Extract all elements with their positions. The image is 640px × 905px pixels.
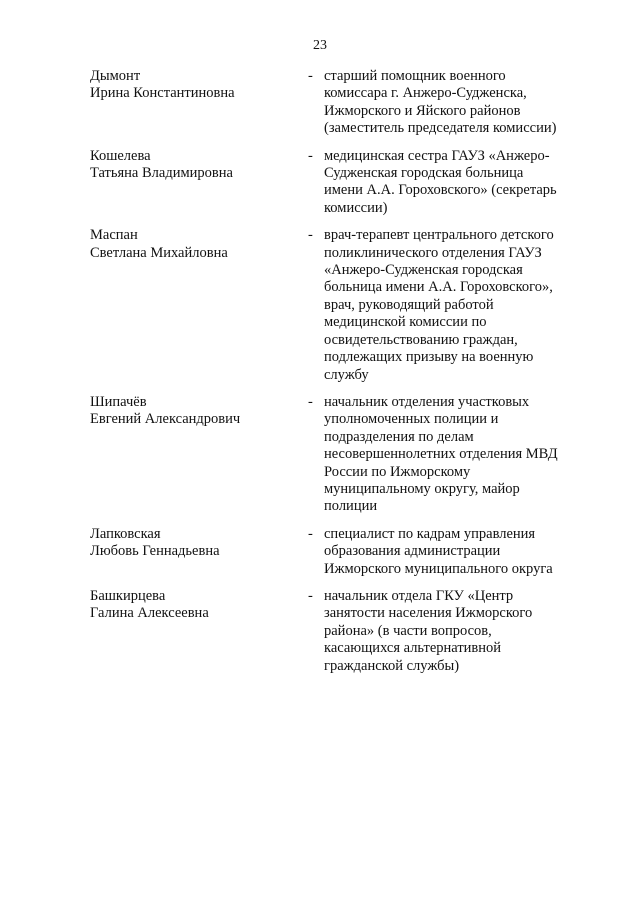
member-surname: Шипачёв [90, 393, 147, 410]
member-name [90, 68, 290, 103]
member-given-names: Галина Алексеевна [90, 605, 209, 622]
member-given-names: Любовь Геннадьевна [90, 543, 220, 560]
member-entry [90, 588, 590, 675]
member-role: начальник отделения участковых уполномоченных полиции и подразделения по делам несовершеннолетних отделения МВД России по Ижморскому муниципальному округу, майор полиции [324, 393, 558, 515]
member-entry [90, 394, 590, 516]
dash-separator: - [308, 227, 313, 244]
member-surname: Кошелева [90, 147, 151, 164]
member-name [90, 148, 290, 183]
member-name [90, 227, 290, 262]
page-number: 23 [313, 38, 327, 53]
member-given-names: Светлана Михайловна [90, 244, 228, 261]
member-given-names: Татьяна Владимировна [90, 165, 233, 182]
member-surname: Лапковская [90, 525, 161, 542]
member-role: специалист по кадрам управления образования администрации Ижморского муниципального округа [324, 525, 553, 577]
commission-member-list [90, 68, 590, 675]
dash-separator: - [308, 147, 313, 164]
dash-separator: - [308, 587, 313, 604]
member-entry [90, 68, 590, 138]
member-role: медицинская сестра ГАУЗ «Анжеро- Судженская городская больница имени А.А. Гороховского» (секретарь комиссии) [324, 147, 557, 216]
member-name [90, 394, 290, 429]
member-surname: Маспан [90, 227, 138, 244]
member-entry [90, 227, 590, 384]
member-surname: Башкирцева [90, 587, 166, 604]
member-name [90, 588, 290, 623]
dash-separator: - [308, 525, 313, 542]
dash-separator: - [308, 68, 313, 84]
member-entry [90, 526, 590, 578]
member-given-names: Евгений Александрович [90, 411, 241, 428]
dash-separator: - [308, 393, 313, 410]
member-surname: Дымонт [90, 68, 141, 84]
member-role: старший помощник военного комиссара г. Анжеро-Судженска, Ижморского и Яйского районов (заместитель председателя комиссии) [324, 68, 557, 137]
member-role: начальник отдела ГКУ «Центр занятости населения Ижморского района» (в части вопросов, касающихся альтернативной гражданской службы) [324, 587, 533, 674]
member-given-names: Ирина Константиновна [90, 85, 235, 102]
member-entry [90, 148, 590, 218]
member-name [90, 526, 290, 561]
member-role: врач-терапевт центрального детского поликлинического отделения ГАУЗ «Анжеро-Судженская городская больница имени А.А. Гороховского», врач, руководящий работой медицинской комиссии по освидетельствованию граждан, подлежащих призыву на военную службу [324, 227, 554, 383]
